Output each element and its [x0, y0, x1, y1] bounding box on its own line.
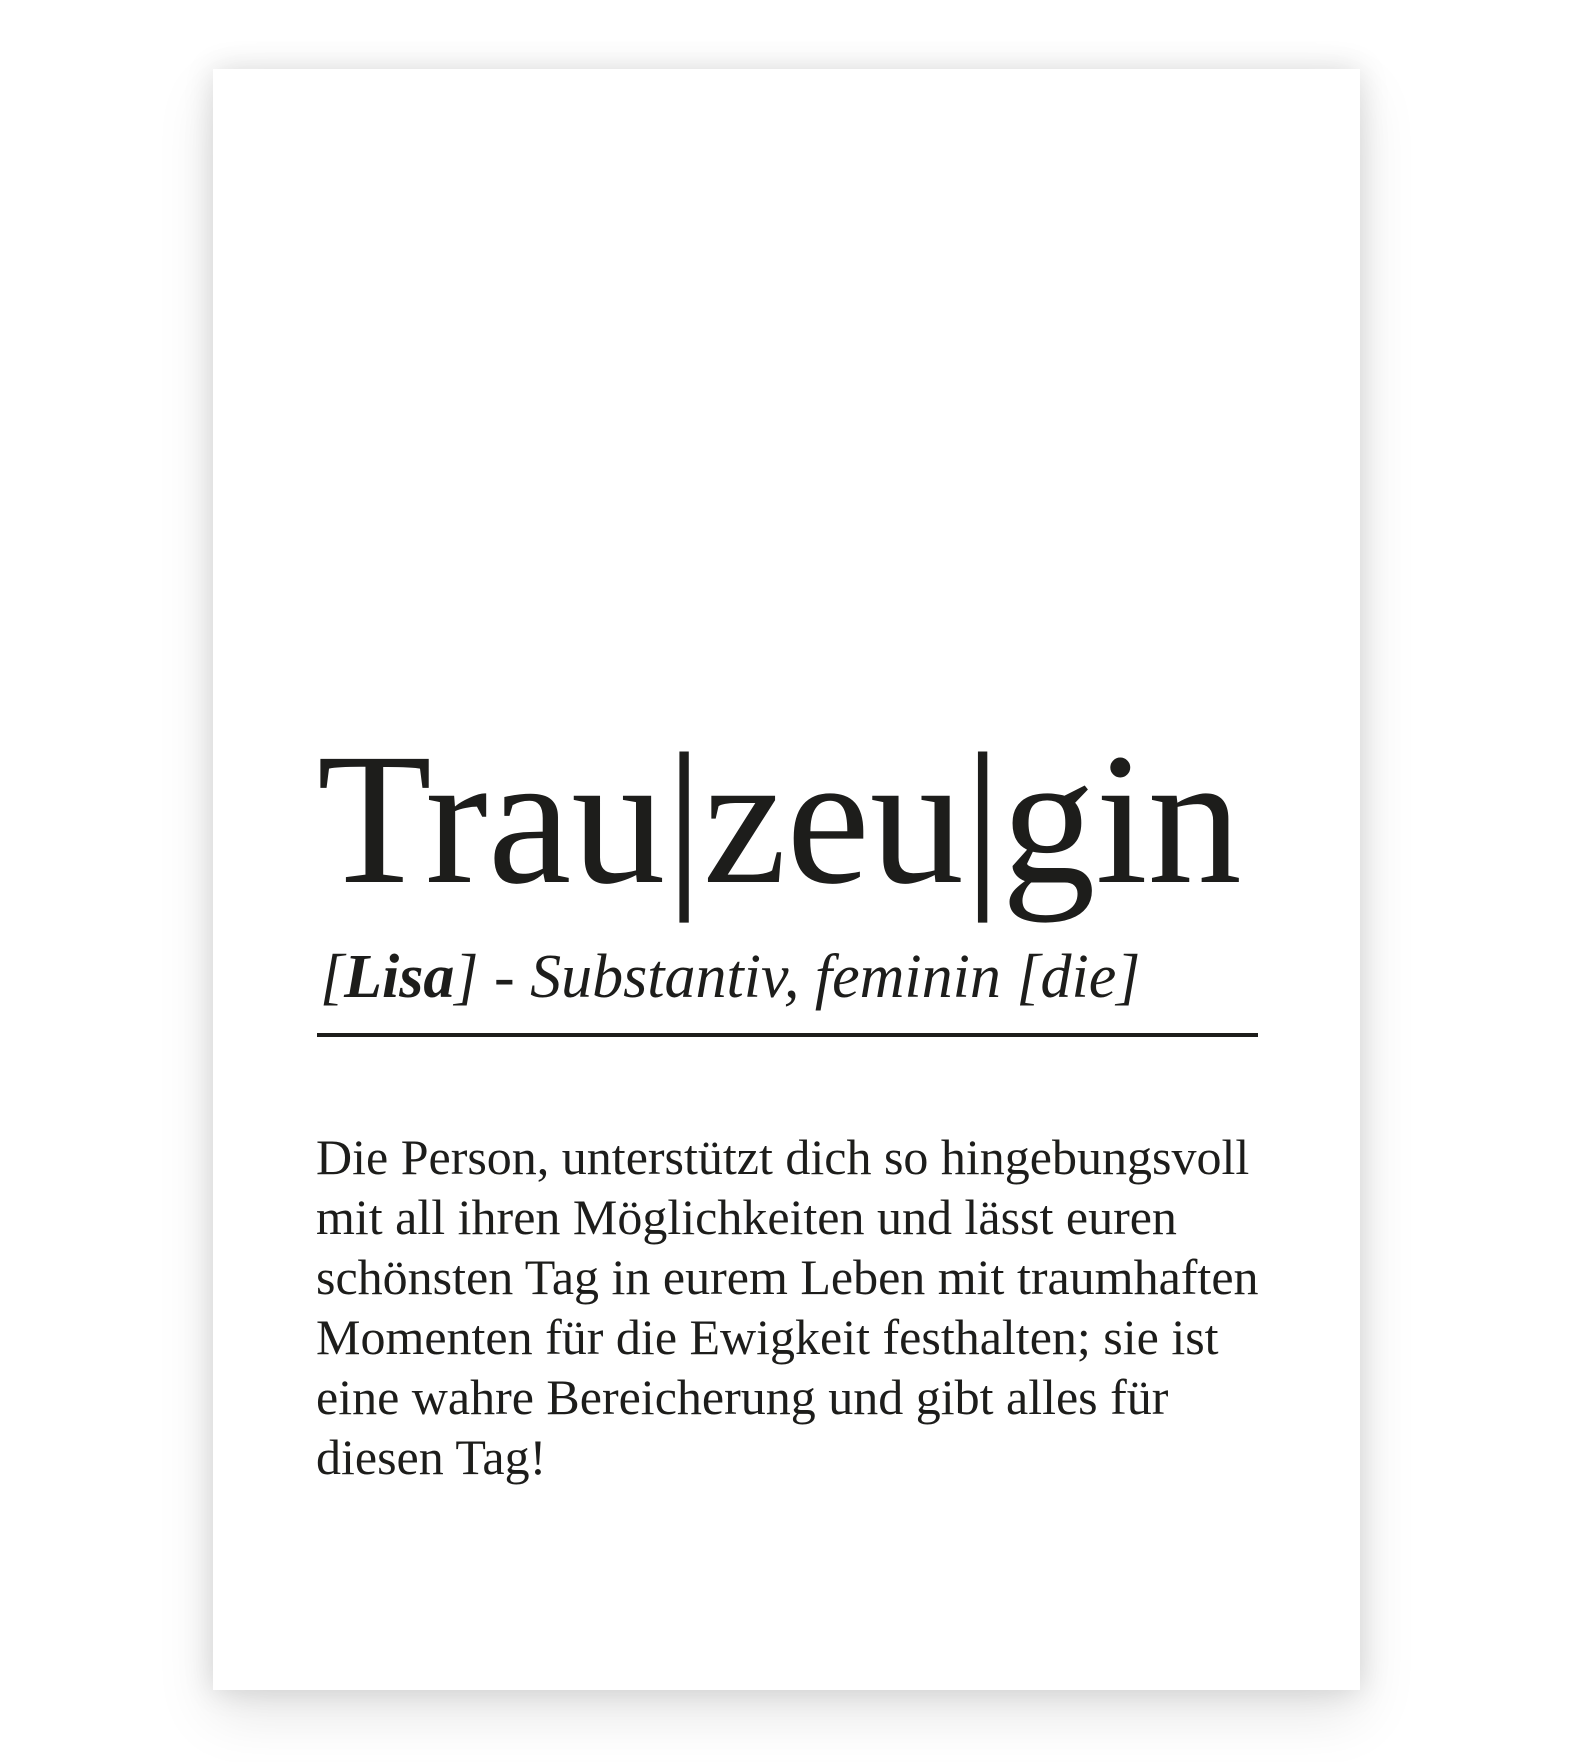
definition-line: diesen Tag! [316, 1429, 547, 1485]
definition-line: eine wahre Bereicherung und gibt alles für [316, 1369, 1169, 1425]
poster-subtitle [320, 943, 1141, 1011]
definition-line: mit all ihren Möglichkeiten und lässt euren [316, 1189, 1177, 1245]
definition-text [316, 1127, 1259, 1487]
poster-card [213, 69, 1360, 1690]
subtitle-close-bracket: ] [454, 943, 479, 1011]
subtitle-name: Lisa [344, 943, 455, 1011]
subtitle-open-bracket: [ [320, 943, 345, 1011]
poster-title: Trau|zeu|gin [317, 714, 1242, 923]
subtitle-grammar: - Substantiv, feminin [die] [478, 943, 1141, 1011]
definition-line: Die Person, unterstützt dich so hingebungsvoll [316, 1129, 1250, 1185]
definition-line: Momenten für die Ewigkeit festhalten; sie ist [316, 1309, 1219, 1365]
divider-rule [317, 1033, 1258, 1037]
definition-line: schönsten Tag in eurem Leben mit traumhaften [316, 1249, 1259, 1305]
